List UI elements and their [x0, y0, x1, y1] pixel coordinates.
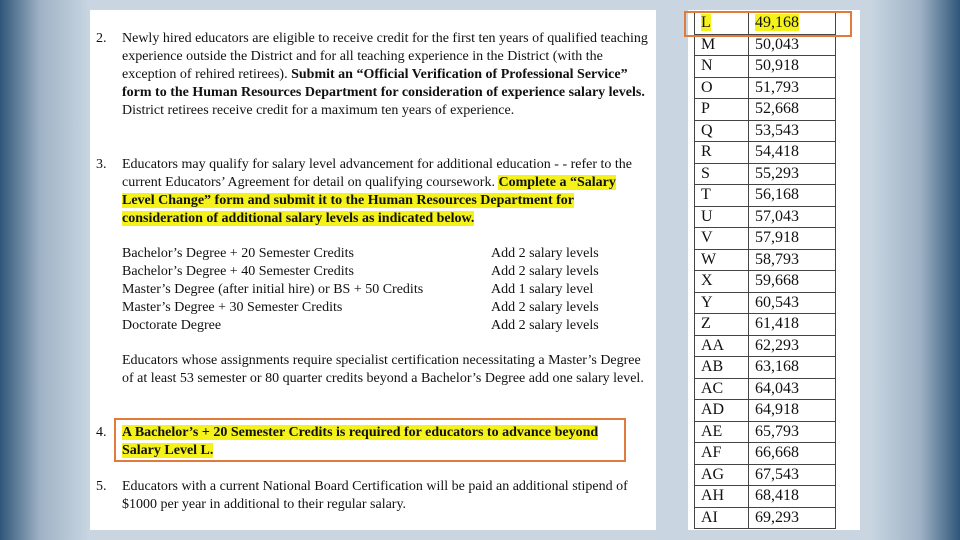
degree-row: [122, 299, 622, 317]
salary-level-cell: P: [695, 99, 749, 121]
salary-amount-cell: 65,793: [749, 421, 836, 443]
salary-amount-cell: 51,793: [749, 77, 836, 99]
salary-amount-cell: 60,543: [749, 292, 836, 314]
salary-level-cell: X: [695, 271, 749, 293]
salary-level-cell: AE: [695, 421, 749, 443]
salary-level-cell: AA: [695, 335, 749, 357]
salary-level-cell: N: [695, 56, 749, 78]
salary-amount-cell: 52,668: [749, 99, 836, 121]
degree-levels: Add 2 salary levels: [491, 300, 599, 315]
salary-level-cell: T: [695, 185, 749, 207]
item-3-highlight-text: Complete a “Salary Level Change” form and submit it to the Human Resources Department for consideration of additional salary levels as indicated below.: [122, 175, 616, 226]
salary-level-cell: Q: [695, 120, 749, 142]
salary-level-cell: Y: [695, 292, 749, 314]
salary-amount-cell: 54,418: [749, 142, 836, 164]
salary-row: [695, 56, 836, 78]
salary-amount-cell: 53,543: [749, 120, 836, 142]
degree-name: Master’s Degree (after initial hire) or BS + 50 Credits: [122, 282, 424, 297]
salary-row: [695, 228, 836, 250]
item-4-callout-box: [114, 418, 626, 462]
salary-amount-cell: 50,918: [749, 56, 836, 78]
salary-amount-cell: 58,793: [749, 249, 836, 271]
salary-row: [695, 271, 836, 293]
item-4-highlight-text: A Bachelor’s + 20 Semester Credits is required for educators to advance beyond Salary Level L.: [122, 425, 599, 458]
salary-level-cell: AF: [695, 443, 749, 465]
salary-level-cell: AD: [695, 400, 749, 422]
salary-level-cell: AB: [695, 357, 749, 379]
document-excerpt: 2. Newly hired educators are eligible to receive credit for the first ten years of qualified teaching experience outside the District and for all teaching experience in the District (with the exception of rehired retirees). Submit an “Official Verification of Professional Service” form to the Human Resources Department for consideration of experience salary levels. District retirees receive credit for a maximum ten years of experience. 3. Educators may qualify for salary level advancement for additional education - - refer to the current Educators’ Agreement for detail on qualifying coursework. Complete a “Salary Level Change” form and submit it to the Human Resources Department for consideration of additional salary levels as indicated below. Bachelor’s Degree + 20 Semester Credits Add 2 salary levels Bachelor’s Degree + 40 Semester Credits Add 2 salary levels Master’s Degree (after initial hire) or BS + 50 Credits Add 1 salary level Master’s Degree + 30 Semester Credits Add 2 salary levels Doctorate Degree Add 2 salary levels Educators whose assignments require specialist certification necessitating a Master’s Degree of at least 53 semester or 80 quarter credits beyond a Bachelor’s Degree add one salary level. 4. A Bachelor’s + 20 Semester Credits is required for educators to advance beyond Salary Level L. 5. Educators with a current National Board Certification will be paid an additional stipend of $1000 per year in additional to their regular salary.: [90, 10, 656, 530]
salary-amount-cell: 62,293: [749, 335, 836, 357]
degree-row: [122, 263, 622, 281]
item-number: 4.: [96, 425, 107, 440]
salary-level-cell: AG: [695, 464, 749, 486]
item-number: 2.: [96, 31, 107, 46]
salary-row: [695, 185, 836, 207]
degree-levels: Add 2 salary levels: [491, 318, 599, 333]
salary-row: [695, 378, 836, 400]
salary-table: [694, 12, 836, 529]
item-2-bold-text: Submit an “Official Verification of Professional Service” form to the Human Resources Department for consideration of experience salary levels.: [122, 67, 645, 100]
degree-name: Master’s Degree + 30 Semester Credits: [122, 300, 343, 315]
item-number: 3.: [96, 157, 107, 172]
salary-row: [695, 120, 836, 142]
item-3-text: Educators may qualify for salary level advancement for additional education - - refer to the current Educators’ Agreement for detail on qualifying coursework.: [122, 157, 633, 190]
salary-level-cell: AH: [695, 486, 749, 508]
salary-row: [695, 400, 836, 422]
salary-amount-cell: 57,918: [749, 228, 836, 250]
salary-row: [695, 335, 836, 357]
salary-level-cell: AI: [695, 507, 749, 529]
degree-name: Bachelor’s Degree + 20 Semester Credits: [122, 246, 354, 261]
salary-amount-cell: 68,418: [749, 486, 836, 508]
salary-amount-cell: 50,043: [749, 34, 836, 56]
salary-row: [695, 464, 836, 486]
salary-amount-cell: 64,918: [749, 400, 836, 422]
degree-name: Doctorate Degree: [122, 318, 222, 333]
salary-row: [695, 292, 836, 314]
salary-row: [695, 99, 836, 121]
salary-level-cell: V: [695, 228, 749, 250]
degree-name: Bachelor’s Degree + 40 Semester Credits: [122, 264, 354, 279]
degree-levels: Add 1 salary level: [491, 282, 594, 297]
salary-row: [695, 34, 836, 56]
salary-amount-cell: 67,543: [749, 464, 836, 486]
item-2-after-text: District retirees receive credit for a maximum ten years of experience.: [122, 103, 515, 118]
item-2-text: Newly hired educators are eligible to receive credit for the first ten years of qualified teaching experience outside the District and for all teaching experience in the District (with the exception of rehired retirees).: [122, 31, 648, 82]
salary-amount-cell: 61,418: [749, 314, 836, 336]
salary-level-cell: M: [695, 34, 749, 56]
salary-schedule-table: [688, 10, 860, 530]
salary-row: [695, 421, 836, 443]
salary-row: [695, 507, 836, 529]
salary-amount-cell: 59,668: [749, 271, 836, 293]
degree-row: [122, 281, 622, 299]
salary-level-cell: S: [695, 163, 749, 185]
salary-amount-cell: 55,293: [749, 163, 836, 185]
salary-row: [695, 249, 836, 271]
salary-amount-cell: 57,043: [749, 206, 836, 228]
salary-row: [695, 206, 836, 228]
degree-row: [122, 245, 622, 263]
degree-levels: Add 2 salary levels: [491, 264, 599, 279]
salary-row: [695, 163, 836, 185]
salary-amount-cell: 64,043: [749, 378, 836, 400]
degree-levels: Add 2 salary levels: [491, 246, 599, 261]
salary-level-cell: R: [695, 142, 749, 164]
salary-amount-cell: 56,168: [749, 185, 836, 207]
item-5-text: Educators with a current National Board Certification will be paid an additional stipend of $1000 per year in additional to their regular salary.: [122, 479, 628, 512]
item-number: 5.: [96, 479, 107, 494]
salary-row: [695, 357, 836, 379]
salary-row: [695, 314, 836, 336]
salary-row: [695, 142, 836, 164]
level-l-callout-box: [684, 11, 852, 37]
salary-amount-cell: 69,293: [749, 507, 836, 529]
salary-amount-cell: 49,168: [749, 13, 836, 35]
salary-level-cell: U: [695, 206, 749, 228]
salary-row: [695, 486, 836, 508]
salary-level-cell: L: [695, 13, 749, 35]
salary-level-cell: Z: [695, 314, 749, 336]
salary-amount-cell: 66,668: [749, 443, 836, 465]
salary-level-cell: W: [695, 249, 749, 271]
degree-row: [122, 317, 622, 335]
salary-row: [695, 77, 836, 99]
salary-amount-cell: 63,168: [749, 357, 836, 379]
salary-row: [695, 443, 836, 465]
salary-level-cell: AC: [695, 378, 749, 400]
salary-level-cell: O: [695, 77, 749, 99]
